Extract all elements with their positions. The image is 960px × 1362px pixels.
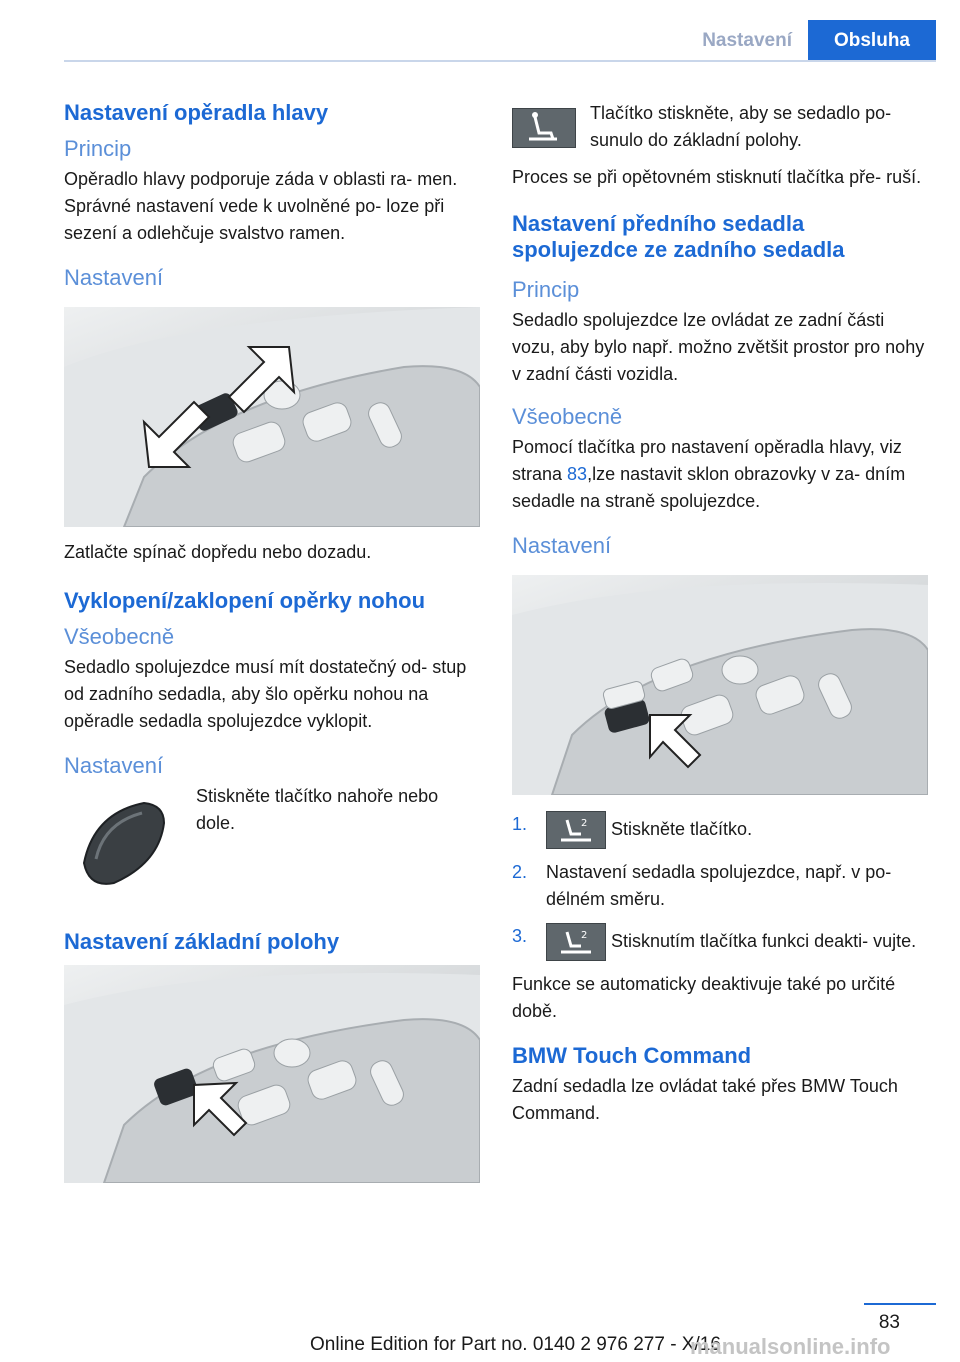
seat-control-photo-passenger [512,575,928,795]
header-rule [64,60,936,62]
svg-text:2: 2 [581,818,588,829]
paragraph-auto-deactivate: Funkce se automaticky deaktivuje také po určité době. [512,974,896,1021]
heading-nastaveni: Nastavení [64,265,164,290]
step-number: 3. [512,926,528,946]
section-title-basic-position: Nastavení základní polohy [64,929,340,954]
paragraph-princip: Opěradlo hlavy podporuje záda v oblasti ra- men. Správné nastavení vede k uvolněné po- loze při sezení a odlehčuje svalstvo ramen. [64,169,458,243]
tab-obsluha[interactable]: Obsluha [808,20,936,62]
paragraph-cancel: Proces se při opětovném stisknutí tlačítka pře- ruší. [512,167,922,187]
right-column [512,100,928,1143]
paragraph-princip-right: Sedadlo spolujezdce lze ovládat ze zadní části vozu, aby bylo např. možno zvětšit prostor pro nohy v zadní části vozidla. [512,310,925,384]
step-text: Stiskněte tlačítko. [606,818,753,839]
heading-princip: Princip [64,136,132,161]
tab-nastaveni[interactable]: Nastavení [686,20,808,62]
caption-headrest: Zatlačte spínač dopředu nebo dozadu. [64,542,372,562]
heading-vseobecne-right: Všeobecně [512,404,623,429]
step-1 [512,811,928,849]
paragraph-vseobecne: Sedadlo spolujezdce musí mít dostatečný od- stup od zadního sedadla, aby šlo opěrku nohou na opěradle sedadla spolujezdce vyklopit. [64,657,467,731]
paragraph-basic-position: Tlačítko stiskněte, aby se sedadlo po- sunulo do základní polohy. [590,103,892,150]
step-text: Nastavení sedadla spolujezdce, např. v po- délném směru. [546,862,892,909]
basic-position-row [512,100,928,164]
passenger-seat-button-icon [546,811,606,849]
page-number: 83 [878,1312,900,1333]
step-number: 2. [512,862,528,882]
heading-nastaveni-footrest: Nastavení [64,753,164,778]
left-column [64,100,480,1183]
section-title-passenger-seat: Nastavení předního sedadla spolujezdce ze zadního sedadla [512,211,845,262]
watermark: manualsonline.info [690,1334,891,1359]
step-3 [512,923,928,961]
paragraph-vseobecne-right [512,434,928,515]
paragraph-touch-command: Zadní sedadla lze ovládat také přes BMW Touch Command. [512,1076,898,1123]
footer-rule [864,1303,936,1305]
footer-edition: Online Edition for Part no. 0140 2 976 277 - X/16 [310,1334,721,1355]
svg-text:2: 2 [581,930,588,941]
seat-control-photo-basic [64,965,480,1183]
section-title-touch-command: BMW Touch Command [512,1043,752,1068]
steps-list [512,811,928,961]
seat-basic-position-button-icon [512,108,576,148]
heading-princip-right: Princip [512,277,580,302]
passenger-seat-button-icon [546,923,606,961]
text-vseobecne-pre: Pomocí tlačítka pro nastavení opěradla hlavy, viz strana [512,437,902,484]
heading-nastaveni-right: Nastavení [512,533,612,558]
section-title-headrest: Nastavení opěradla hlavy [64,100,329,125]
heading-vseobecne: Všeobecně [64,624,175,649]
footrest-button-photo [64,783,180,899]
step-2 [512,859,928,913]
seat-control-photo-headrest [64,307,480,527]
page-reference-link[interactable]: 83 [567,464,588,484]
step-number: 1. [512,814,528,834]
section-title-footrest: Vyklopení/zaklopení opěrky nohou [64,588,426,613]
paragraph-footrest-nastaveni: Stiskněte tlačítko nahoře nebo dole. [196,786,439,833]
footrest-row [64,783,480,899]
header-tabs [686,20,936,62]
step-text: Stisknutím tlačítka funkci deakti- vujte. [606,930,917,951]
text-vseobecne-post: ,lze nastavit sklon obrazovky v za- dním sedadle na straně spolujezdce. [512,464,906,511]
